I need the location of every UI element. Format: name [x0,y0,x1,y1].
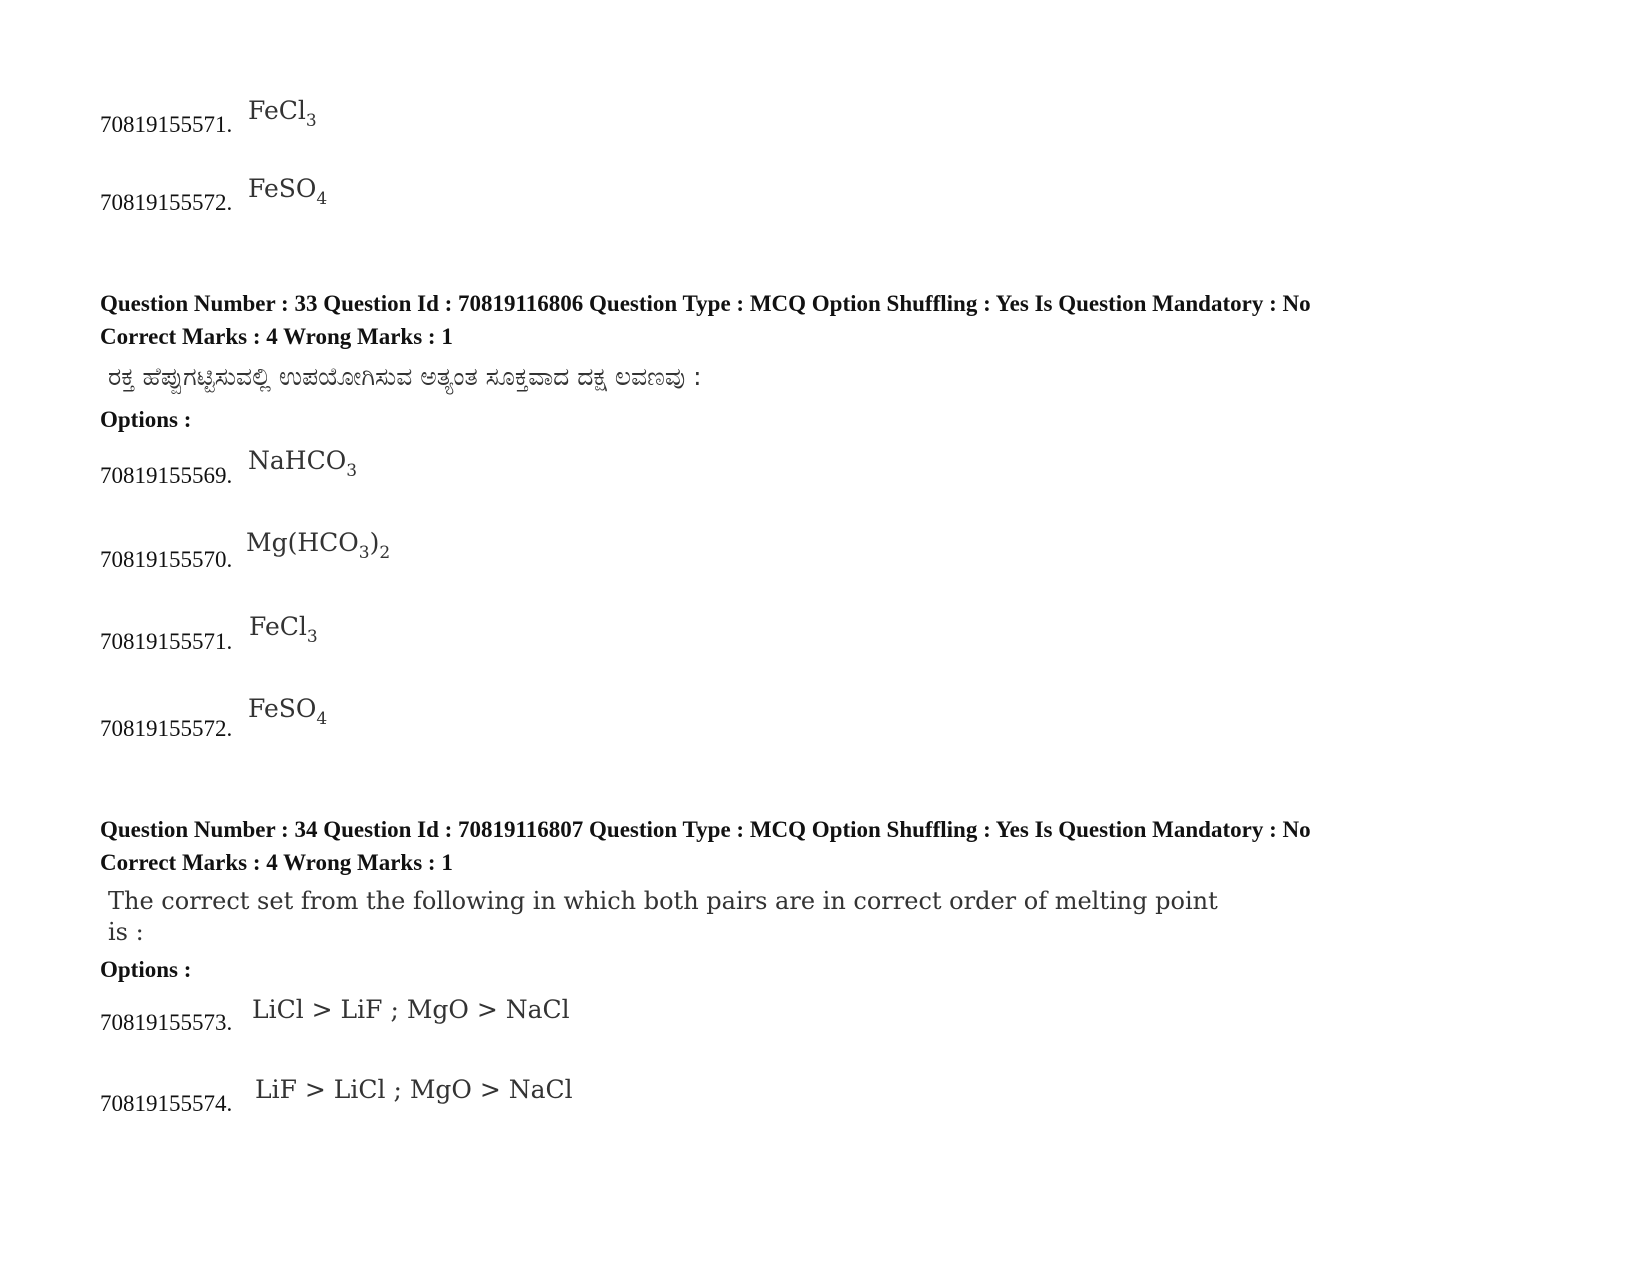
option-text: LiCl > LiF ; MgO > NaCl [252,995,570,1024]
marks-line: Correct Marks : 4 Wrong Marks : 1 [100,850,453,875]
options-label: Options : [100,407,192,432]
option-id: 70819155571. [100,112,233,137]
option-formula: FeSO$_4$ [248,694,328,729]
option-formula: $Mg(HCO_3)_2$ [246,528,391,563]
option-id: 70819155569. [100,463,233,488]
question-text: ರಕ್ತ ಹೆಪ್ಪುಗಟ್ಟಿಸುವಲ್ಲಿ ಉಪಯೋಗಿಸುವ ಅತ್ಯಂತ ಸೂಕ್ತವಾದ ದಕ್ಷ ಲವಣವು : [108,362,702,391]
question-header: Question Number : 34 Question Id : 70819116807 Question Type : MCQ Option Shuffling : Yes Is Question Mandatory : No [100,817,1311,842]
option-formula: FeCl$_3$ [249,612,318,647]
option-formula: FeCl$_3$ [248,96,317,131]
question-header: Question Number : 33 Question Id : 70819116806 Question Type : MCQ Option Shuffling : Yes Is Question Mandatory : No [100,291,1311,316]
option-formula: NaHCO$_3$ [248,446,358,481]
option-id: 70819155571. [100,629,233,654]
option-id: 70819155574. [100,1091,233,1116]
options-label: Options : [100,957,192,982]
marks-line: Correct Marks : 4 Wrong Marks : 1 [100,324,453,349]
option-id: 70819155572. [100,190,233,215]
question-text: The correct set from the following in which both pairs are in correct order of melting point is : [108,887,1218,947]
option-text: LiF > LiCl ; MgO > NaCl [255,1075,573,1104]
option-id: 70819155572. [100,716,233,741]
option-id: 70819155570. [100,547,233,572]
option-formula: FeSO$_4$ [248,174,328,209]
option-id: 70819155573. [100,1010,233,1035]
